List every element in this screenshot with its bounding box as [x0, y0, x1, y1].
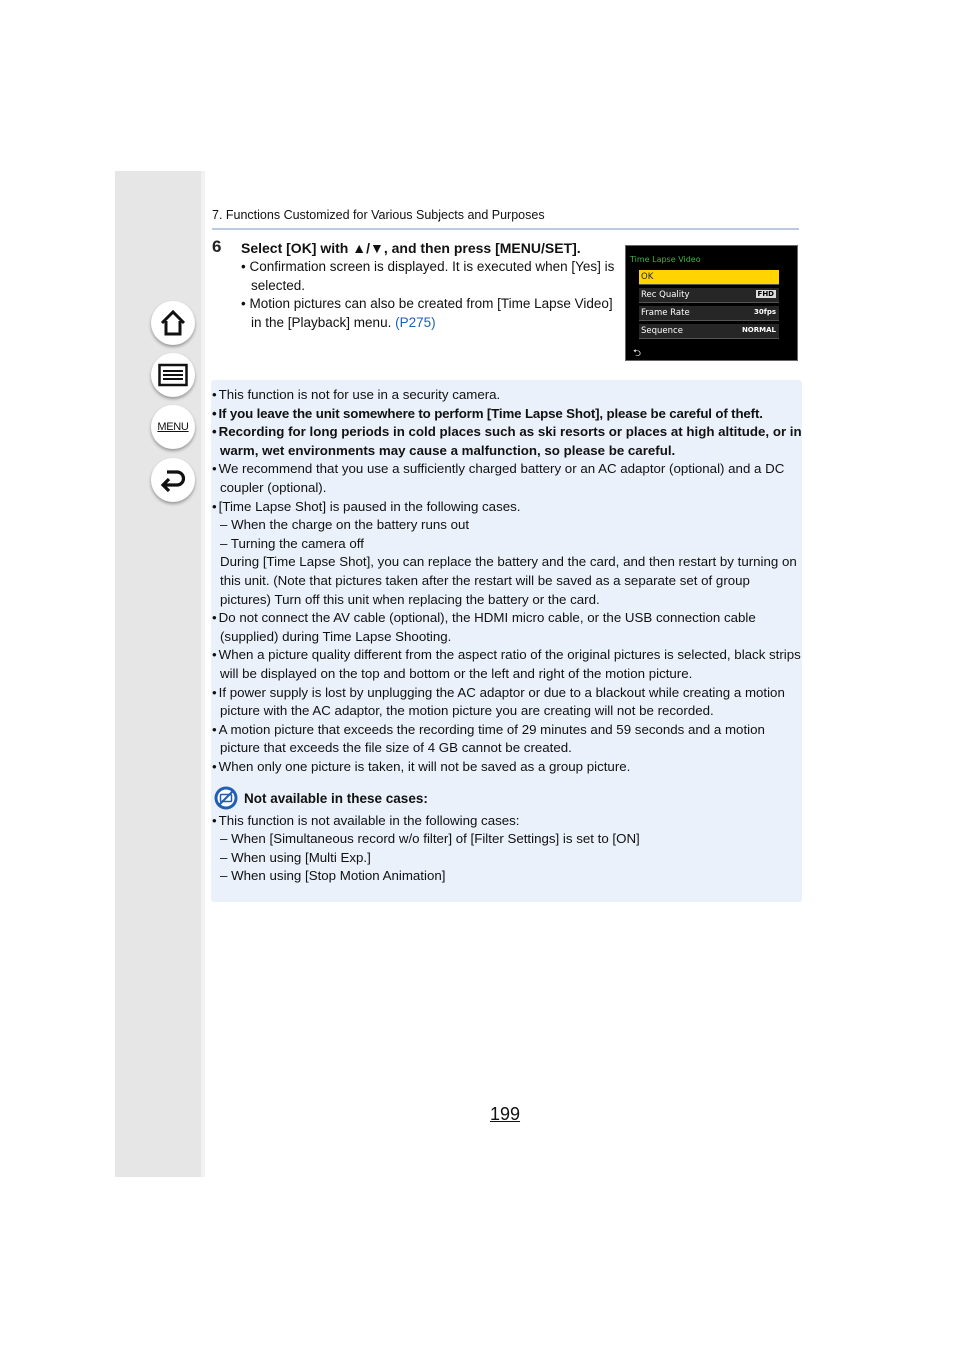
contents-button[interactable]: [151, 353, 195, 397]
not-available-title: Not available in these cases:: [244, 791, 428, 806]
page-link[interactable]: (P275): [395, 315, 436, 331]
camera-row-frame-rate: Frame Rate 30fps: [639, 306, 779, 321]
camera-screen-title: Time Lapse Video: [630, 255, 701, 264]
step-title: Select [OK] with ▲/▼, and then press [MENU/SET].: [241, 240, 581, 256]
notes-list: [212, 386, 802, 776]
pause-case: – Turning the camera off: [220, 535, 364, 551]
camera-back-icon: ⮌: [633, 348, 642, 359]
camera-row-rec-quality: Rec Quality FHD: [639, 288, 779, 303]
note-item: • When a picture quality different from the aspect ratio of the original pictures is selected, black strips will be displayed on the top and bottom or the left and right of the motion picture.: [212, 646, 802, 683]
note-item: • We recommend that you use a sufficiently charged battery or an AC adaptor (optional) and a DC coupler (optional).: [212, 460, 802, 497]
not-available-list: [212, 812, 802, 885]
note-item: • When only one picture is taken, it will not be saved as a group picture.: [212, 758, 802, 777]
sidebar-edge: [201, 171, 205, 1177]
back-button[interactable]: [151, 458, 195, 502]
not-available-intro: • This function is not available in the following cases:: [212, 812, 802, 830]
step-bullet: • Confirmation screen is displayed. It is executed when [Yes] is selected.: [241, 258, 621, 295]
page-number: 199: [490, 1104, 521, 1124]
step-bullet: • Motion pictures can also be created from [Time Lapse Video] in the [Playback] menu. (P275): [241, 295, 621, 332]
note-item: • If you leave the unit somewhere to perform [Time Lapse Shot], please be careful of theft.: [212, 405, 802, 424]
menu-button[interactable]: [151, 405, 195, 449]
home-button[interactable]: [151, 301, 195, 345]
note-item: • If power supply is lost by unplugging the AC adaptor or due to a blackout while creating a motion picture with the AC adaptor, the motion picture you are creating will not be recorded.: [212, 684, 802, 721]
return-icon: [159, 467, 187, 493]
pause-text: During [Time Lapse Shot], you can replace the battery and the card, and then restart by turning on this unit. (Note that pictures taken after the restart will be saved as a separate set of group pictures) Turn off this unit when replacing the battery or the card.: [220, 554, 797, 607]
pause-case: – When the charge on the battery runs out: [220, 517, 470, 533]
list-icon: [158, 363, 188, 387]
camera-row-sequence: Sequence NORMAL: [639, 324, 779, 339]
camera-screen: [625, 245, 798, 361]
not-available-case: – When using [Multi Exp.]: [220, 849, 371, 865]
note-item: • A motion picture that exceeds the recording time of 29 minutes and 59 seconds and a motion picture that exceeds the file size of 4 GB cannot be created.: [212, 721, 802, 758]
note-item: • This function is not for use in a security camera.: [212, 386, 802, 405]
not-available-icon: [214, 786, 238, 810]
step-number: 6: [212, 237, 222, 256]
camera-row-ok: OK: [639, 270, 779, 285]
home-icon: [159, 309, 187, 337]
step-bullets: [241, 258, 621, 333]
not-available-case: – When using [Stop Motion Animation]: [220, 867, 446, 883]
menu-label: MENU: [157, 421, 189, 433]
note-item: • [Time Lapse Shot] is paused in the following cases.: [212, 498, 802, 517]
note-item: • Do not connect the AV cable (optional), the HDMI micro cable, or the USB connection cable (supplied) during Time Lapse Shooting.: [212, 609, 802, 646]
note-item: • Recording for long periods in cold places such as ski resorts or places at high altitude, or in warm, wet environments may cause a malfunction, so please be careful.: [212, 423, 802, 460]
chapter-header: 7. Functions Customized for Various Subjects and Purposes: [212, 208, 799, 230]
not-available-case: – When [Simultaneous record w/o filter] of [Filter Settings] is set to [ON]: [220, 831, 640, 847]
